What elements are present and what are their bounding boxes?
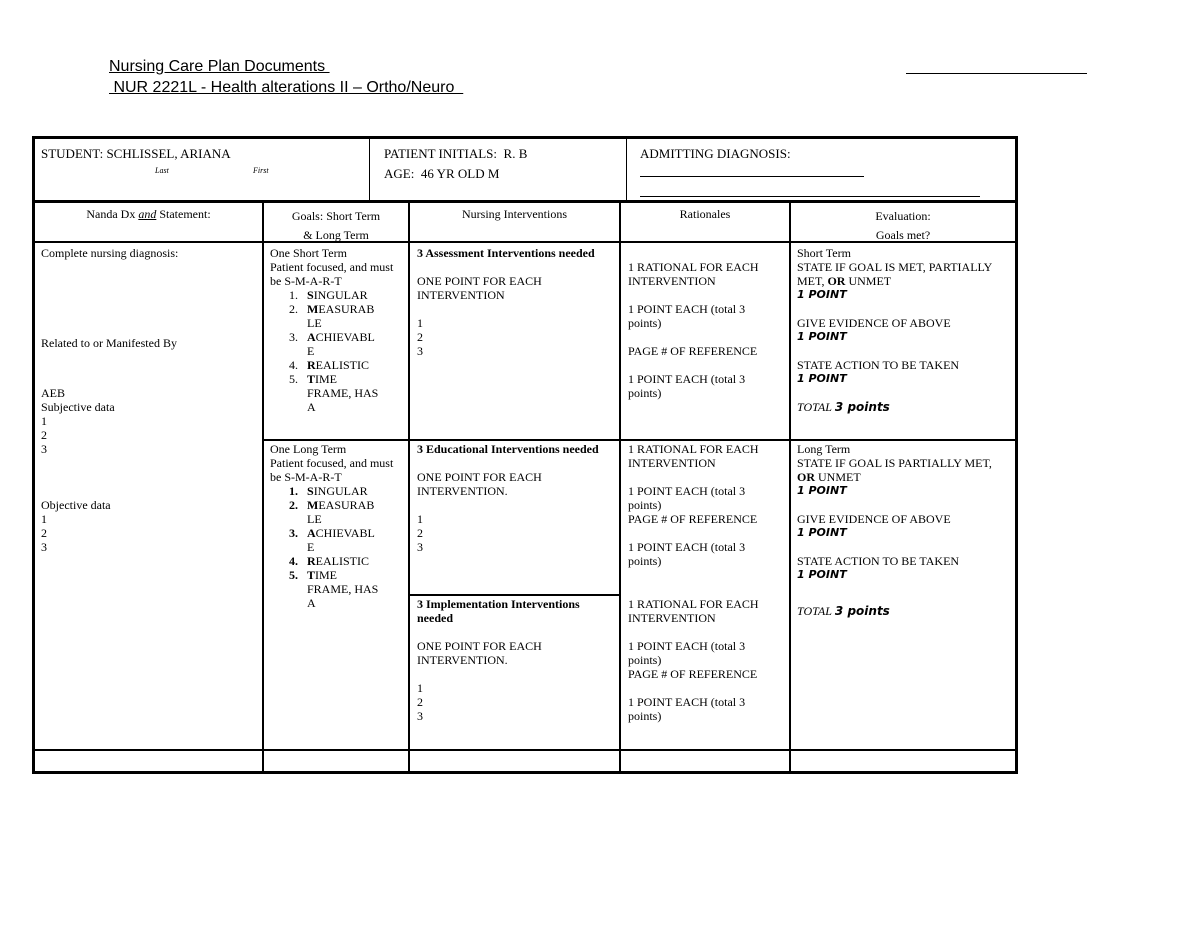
- long-term-heading: One Long Term: [270, 442, 347, 456]
- student-field: [41, 147, 231, 161]
- document-title: Nursing Care Plan Documents: [109, 58, 330, 75]
- admitting-diagnosis-label: ADMITTING DIAGNOSIS:: [640, 146, 791, 161]
- subjective-item: 1: [41, 414, 47, 428]
- col-header-nanda: Nanda Dx and Statement:: [86, 207, 211, 221]
- long-term-desc: Patient focused, and must be S-M-A-R-T: [270, 456, 394, 484]
- smart-item: 5. TIME FRAME, HAS A: [289, 372, 379, 414]
- age-field: [384, 167, 499, 181]
- short-term-heading: One Short Term: [270, 246, 347, 260]
- subjective-item: 2: [41, 428, 47, 442]
- smart-item: 3. ACHIEVABLE: [289, 526, 375, 554]
- admitting-diagnosis-line-1: [640, 176, 864, 177]
- col-header-interventions: Nursing Interventions: [462, 207, 567, 221]
- col-header-evaluation: Evaluation: Goals met?: [875, 209, 931, 242]
- smart-item: 2. MEASURABLE: [289, 498, 375, 526]
- col-header-goals: Goals: Short Term & Long Term: [291, 209, 381, 242]
- evaluation-short-term-cell: Short Term STATE IF GOAL IS MET, PARTIALLY MET, OR UNMET 1 POINT GIVE EVIDENCE OF ABOVE 1 POINT STATE ACTION TO BE TAKEN 1 POINT TOTAL 3 points: [797, 246, 992, 414]
- objective-item: 2: [41, 526, 47, 540]
- subjective-item: 3: [41, 442, 47, 456]
- implementation-points: ONE POINT FOR EACH INTERVENTION.: [417, 639, 542, 667]
- short-term-goal-cell: [270, 246, 406, 414]
- implementation-title: 3 Implementation Interventions needed: [417, 597, 580, 625]
- objective-data-label: Objective data: [41, 498, 111, 512]
- aeb-label: AEB: [41, 386, 65, 400]
- student-name: SCHLISSEL, ARIANA: [106, 146, 231, 161]
- assessment-title: 3 Assessment Interventions needed: [417, 246, 595, 260]
- assessment-interventions-cell: 3 Assessment Interventions needed ONE POINT FOR EACH INTERVENTION 1 2 3: [417, 246, 615, 358]
- complete-diagnosis-label: Complete nursing diagnosis:: [41, 246, 179, 260]
- rationale-cell-3: 1 RATIONAL FOR EACH INTERVENTION 1 POINT EACH (total 3 points) PAGE # OF REFERENCE 1 POINT EACH (total 3 points): [628, 597, 759, 723]
- educational-interventions-cell: 3 Educational Interventions needed ONE POINT FOR EACH INTERVENTION. 1 2 3: [417, 442, 615, 554]
- age-value: 46 YR OLD M: [420, 166, 500, 181]
- signature-line: [906, 73, 1087, 74]
- patient-initials-field: [384, 147, 527, 161]
- evaluation-long-term-cell: Long Term STATE IF GOAL IS PARTIALLY MET, OR UNMET 1 POINT GIVE EVIDENCE OF ABOVE 1 POINT STATE ACTION TO BE TAKEN 1 POINT TOTAL 3 points: [797, 442, 992, 618]
- related-to-label: Related to or Manifested By: [41, 336, 177, 350]
- assessment-points: ONE POINT FOR EACH INTERVENTION: [417, 274, 542, 302]
- implementation-interventions-cell: 3 Implementation Interventions needed ONE POINT FOR EACH INTERVENTION. 1 2 3: [417, 597, 607, 723]
- rationale-cell-1: 1 RATIONAL FOR EACH INTERVENTION 1 POINT EACH (total 3 points) PAGE # OF REFERENCE 1 POINT EACH (total 3 points): [628, 260, 759, 400]
- student-label: STUDENT:: [41, 146, 104, 161]
- short-term-desc: Patient focused, and must be S-M-A-R-T: [270, 260, 394, 288]
- first-name-label: First: [253, 166, 269, 175]
- smart-item: 1. SINGULAR: [289, 484, 368, 498]
- col-header-rationales: Rationales: [679, 207, 731, 221]
- smart-item: 4. REALISTIC: [289, 554, 369, 568]
- patient-initials-label: PATIENT INITIALS:: [384, 146, 498, 161]
- educational-points: ONE POINT FOR EACH INTERVENTION.: [417, 470, 542, 498]
- patient-initials-value: R. B: [503, 146, 528, 161]
- age-label: AGE:: [384, 166, 415, 181]
- long-term-goal-cell: [270, 442, 406, 610]
- smart-item: 2. MEASURABLE: [289, 302, 375, 330]
- smart-item: 1. SINGULAR: [289, 288, 368, 302]
- smart-item: 3. ACHIEVABLE: [289, 330, 375, 358]
- subjective-data-label: Subjective data: [41, 400, 115, 414]
- objective-item: 1: [41, 512, 47, 526]
- smart-item: 4. REALISTIC: [289, 358, 369, 372]
- educational-title: 3 Educational Interventions needed: [417, 442, 599, 456]
- rationale-cell-2: 1 RATIONAL FOR EACH INTERVENTION 1 POINT EACH (total 3 points) PAGE # OF REFERENCE 1 POINT EACH (total 3 points): [628, 442, 759, 568]
- smart-item: 5. TIME FRAME, HAS A: [289, 568, 379, 610]
- admitting-diagnosis-line-2: [640, 196, 980, 197]
- course-title: NUR 2221L - Health alterations II – Ortho/Neuro: [109, 79, 464, 96]
- nanda-cell: [41, 246, 256, 554]
- objective-item: 3: [41, 540, 47, 554]
- last-name-label: Last: [155, 166, 169, 175]
